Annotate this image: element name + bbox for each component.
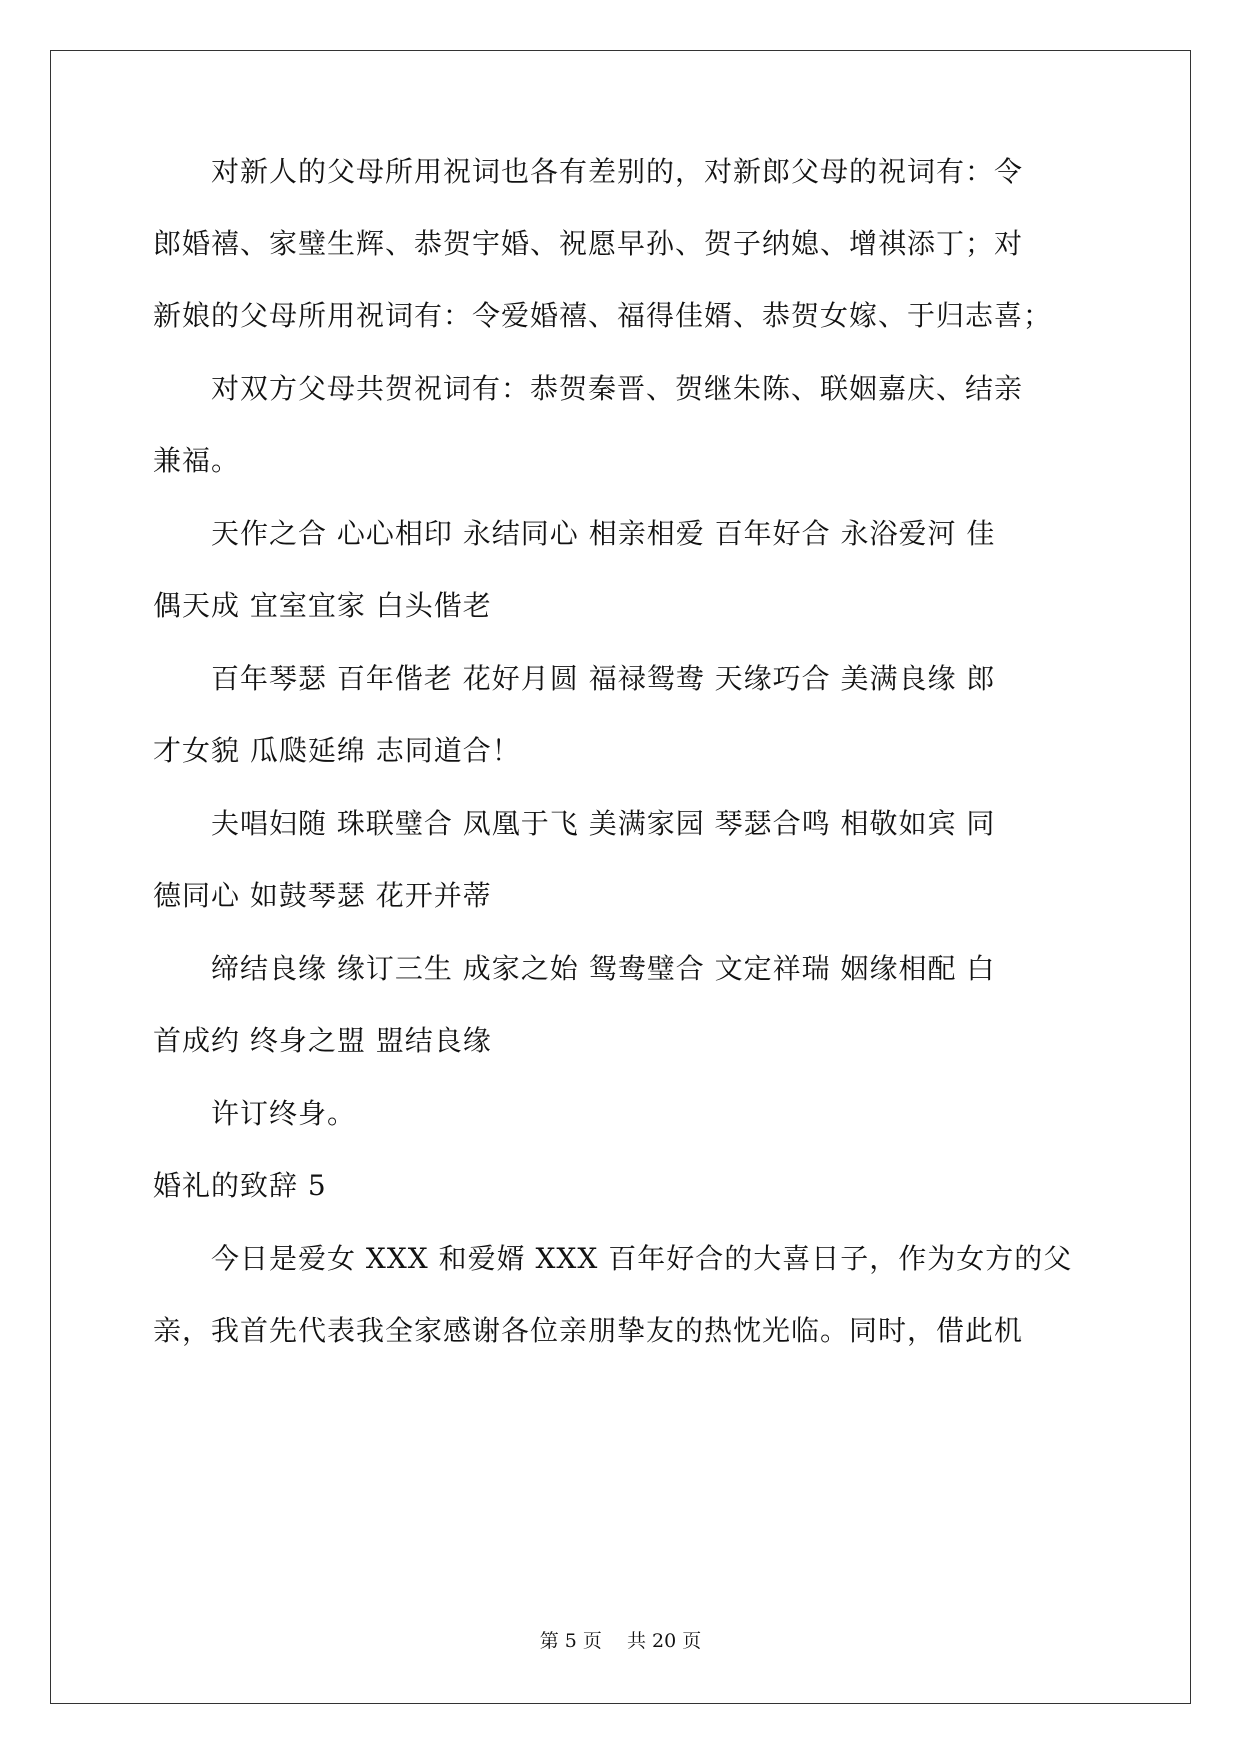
text-line: 首成约 终身之盟 盟结良缘 <box>153 1024 492 1057</box>
page-number-footer: 第 5 页 共 20 页 <box>539 1630 702 1652</box>
text-line: 缔结良缘 缘订三生 成家之始 鸳鸯璧合 文定祥瑞 姻缘相配 白 <box>153 952 996 985</box>
text-line: 兼福。 <box>153 444 241 477</box>
text-line: 对新人的父母所用祝词也各有差别的，对新郎父母的祝词有：令 <box>153 155 1024 188</box>
text-line: 新娘的父母所用祝词有：令爱婚禧、福得佳婿、恭贺女嫁、于归志喜； <box>153 299 1053 332</box>
text-line: 天作之合 心心相印 永结同心 相亲相爱 百年好合 永浴爱河 佳 <box>153 517 996 550</box>
text-line: 对双方父母共贺祝词有：恭贺秦晋、贺继朱陈、联姻嘉庆、结亲 <box>153 372 1024 405</box>
section-heading: 婚礼的致辞 5 <box>153 1169 327 1202</box>
text-line: 亲，我首先代表我全家感谢各位亲朋挚友的热忱光临。同时，借此机 <box>153 1314 1024 1347</box>
text-line: 今日是爱女 XXX 和爱婿 XXX 百年好合的大喜日子，作为女方的父 <box>153 1242 1073 1275</box>
text-line: 偶天成 宜室宜家 白头偕老 <box>153 589 492 622</box>
text-line: 许订终身。 <box>153 1097 357 1130</box>
text-line: 夫唱妇随 珠联璧合 凤凰于飞 美满家园 琴瑟合鸣 相敬如宾 同 <box>153 807 996 840</box>
text-line: 才女貌 瓜瓞延绵 志同道合！ <box>153 734 521 767</box>
text-line: 百年琴瑟 百年偕老 花好月圆 福禄鸳鸯 天缘巧合 美满良缘 郎 <box>153 662 996 695</box>
text-line: 郎婚禧、家璧生辉、恭贺宇婚、祝愿早孙、贺子纳媳、增祺添丁；对 <box>153 227 1024 260</box>
text-line: 德同心 如鼓琴瑟 花开并蒂 <box>153 879 492 912</box>
